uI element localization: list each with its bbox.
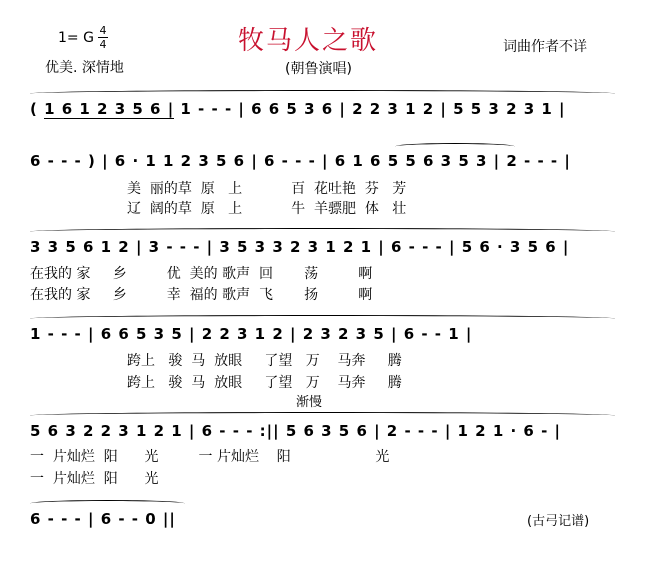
- time-signature: [98, 25, 108, 50]
- phrase-slur: [30, 90, 615, 97]
- phrase-slur: [395, 143, 515, 150]
- lyrics-row-3-verse-1: 在我的 家 乡 优 美的 歌声 回 荡 啊: [30, 266, 373, 282]
- phrase-slur: [30, 412, 615, 419]
- key-signature: 1= G: [58, 30, 94, 46]
- lyrics-row-2-verse-2: 辽 阔的草 原 上 牛 羊骠肥 体 壮: [127, 201, 407, 217]
- lyrics-row-5-verse-2: 一 片灿烂 阳 光: [30, 471, 159, 487]
- tempo-marking: 优美. 深情地: [45, 60, 124, 76]
- composer-note: 词曲作者不详: [503, 39, 587, 55]
- lyrics-row-4-verse-2: 跨上 骏 马 放眼 了望 万 马奔 腾: [127, 375, 402, 391]
- time-sig-top: 4: [99, 24, 107, 37]
- staff-row-2: 6 - - - ) | 6 · 1 1 2 3 5 6 | 6 - - - | 6 1 6 5 5 6 3 5 3 | 2 - - - |: [30, 152, 571, 170]
- staff-row-4: 1 - - - | 6 6 5 3 5 | 2 2 3 1 2 | 2 3 2 3 5 | 6 - - 1 |: [30, 325, 473, 343]
- phrase-slur: [30, 228, 615, 235]
- lyrics-row-3-verse-2: 在我的 家 乡 幸 福的 歌声 飞 扬 啊: [30, 287, 373, 303]
- staff-row-6: 6 - - - | 6 - - 0 ||: [30, 510, 176, 528]
- time-sig-bottom: 4: [99, 38, 107, 51]
- lyrics-row-4-verse-1: 跨上 骏 马 放眼 了望 万 马奔 腾: [127, 353, 402, 369]
- lyrics-row-2-verse-1: 美 丽的草 原 上 百 花吐艳 芬 芳: [127, 181, 407, 197]
- beam-line: [44, 118, 174, 119]
- transcriber-credit: (古弓记谱): [527, 514, 590, 529]
- staff-row-3: 3 3 5 6 1 2 | 3 - - - | 3 5 3 3 2 3 1 2 1 | 6 - - - | 5 6 · 3 5 6 |: [30, 238, 570, 256]
- staff-row-1: ( 1 6 1 2 3 5 6 | 1 - - - | 6 6 5 3 6 | 2 2 3 1 2 | 5 5 3 2 3 1 |: [30, 100, 566, 118]
- phrase-slur: [30, 500, 185, 507]
- staff-row-5: 5 6 3 2 2 3 1 2 1 | 6 - - - :|| 5 6 3 5 6 | 2 - - - | 1 2 1 · 6 - |: [30, 422, 561, 440]
- song-title: 牧马人之歌: [238, 26, 379, 56]
- lyrics-row-5-verse-1: 一 片灿烂 阳 光 一 片灿烂 阳 光: [30, 449, 390, 465]
- phrase-slur: [30, 315, 615, 322]
- slow-down-marking: 渐慢: [296, 395, 323, 410]
- singer-note: (朝鲁演唱): [285, 61, 352, 77]
